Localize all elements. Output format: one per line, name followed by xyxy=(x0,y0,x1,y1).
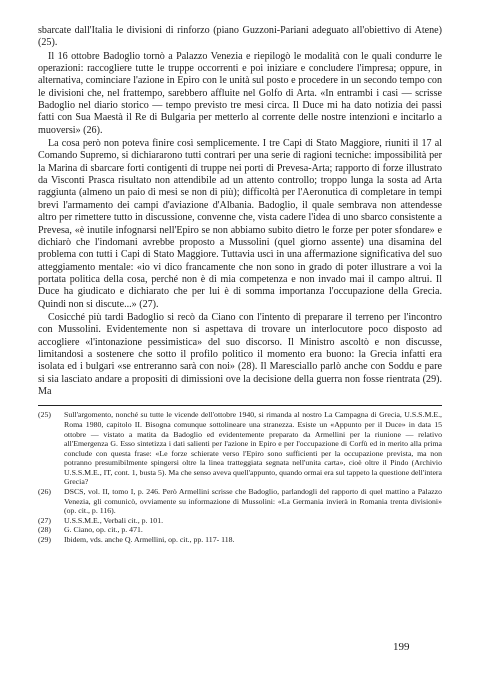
page-number: 199 xyxy=(393,641,410,653)
main-text xyxy=(38,25,442,398)
footnote-28 xyxy=(38,525,442,535)
footnote-text: Ibidem, vds. anche Q. Armellini, op. cit., pp. 117- 118. xyxy=(64,535,235,545)
footnote-text: DSCS, vol. II, tomo I, p. 246. Però Armellini scrisse che Badoglio, parlandogli del rapporto di quel mattino a Palazzo Venezia, gli comunicò, ovviamente su informazione di Mussolini: «La Germania invierà in Romania trenta divisioni» (op. cit., p. 116). xyxy=(64,487,442,516)
footnote-27 xyxy=(38,516,442,526)
footnote-text: U.S.S.M.E., Verbali cit., p. 101. xyxy=(64,515,164,525)
footnote-number: (27) xyxy=(38,515,51,525)
footnote-text: G. Ciano, op. cit., p. 471. xyxy=(64,525,143,535)
footnote-text: Sull'argomento, nonché su tutte le vicende dell'ottobre 1940, si rimanda al nostro La Campagna di Grecia, U.S.S.M.E., Roma 1980, capitolo II. Bisogna comunque sottolineare una stranezza. Esiste un «Appunto per il Duce» in data 15 ottobre — vistato a matita da Badoglio ed evidentemente preparato da Armellini per la riunione — relativo all'Emergenza G. Esso sintetizza i dati salienti per l'azione in Epiro e per l'occupazione di Corfù ed in merito alla prima conclude con questa frase: «Le forze schierate verso l'Epiro sono sufficienti per la occupazione prevista, ma non potranno presumibilmente spingersi oltre la linea tratteggiata segnata nell'unita carta», cioè oltre il Pindo (Archivio U.S.S.M.E., IT, cont. 1, busta 5). Ma che senso aveva quell'appunto, quando ormai era sul tappeto la questione dell'intera Grecia? xyxy=(64,410,442,487)
paragraph-2: Il 16 ottobre Badoglio tornò a Palazzo Venezia e riepilogò le modalità con le quali condurre le operazioni: raccogliere tutte le truppe occorrenti e poi iniziare e concludere l'impresa; oppure, in alternativa, cominciare l'azione in Epiro con le unità sul posto e procedere in un secondo tempo con le divisioni che, nel frattempo, sarebbero affluite nel Golfo di Arta. «In entrambi i casi — scrisse Badoglio nel diario storico — tempo previsto tre mesi circa. Il Duce mi ha dato notizia dei passi fatti con Sua Maestà il Re di Bulgaria per metterlo al corrente delle nostre intenzioni e incitarlo a muoversi» (26). xyxy=(38,50,442,136)
footnote-26 xyxy=(38,487,442,516)
footnote-number: (28) xyxy=(38,525,51,535)
footnote-number: (29) xyxy=(38,535,51,545)
page-body xyxy=(38,25,442,545)
footnote-divider xyxy=(38,405,442,406)
footnote-number: (25) xyxy=(38,410,51,420)
footnote-29 xyxy=(38,535,442,545)
paragraph-4: Cosicché più tardi Badoglio si recò da Ciano con l'intento di preparare il terreno per l'incontro con Mussolini. Evidentemente non si aspettava di trovare un interlocutore poco disposto ad accogliere «l'intonazione pessimistica» del suo discorso. Il Ministro ascoltò e non discusse, limitandosi a sostenere che sotto il profilo politico il momento era buono: la Grecia infatti era isolata ed i bulgari «se entreranno sarà con noi» (28). Il Maresciallo parlò anche con Soddu e pare si sia lasciato andare a propositi di dimissioni ove la decisione della guerra non fosse rientrata (29). Ma xyxy=(38,311,442,397)
paragraph-1: sbarcate dall'Italia le divisioni di rinforzo (piano Guzzoni-Pariani adeguato all'obiettivo di Atene) (25). xyxy=(38,25,442,49)
footnote-number: (26) xyxy=(38,487,51,497)
footnote-25 xyxy=(38,410,442,487)
footnotes xyxy=(38,410,442,544)
paragraph-3: La cosa però non poteva finire così semplicemente. I tre Capi di Stato Maggiore, riuniti il 17 al Comando Supremo, si dichiararono tutti contrari per una serie di ragioni tecniche: impossibilità per la Marina di sbarcare forti contigenti di truppe nei porti di Prevesa-Arta; rapporto di forze illustrato da Visconti Prasca risultato non attendibile ad un attento controllo; troppo lunga la sosta ad Arta raggiunta (almeno un paio di mesi se non di più); difficoltà per l'Aeronutica di completare in tempi brevi l'armamento dei campi d'aviazione d'Albania. Badoglio, il quale sembrava non attendesse altro per rimettere tutto in discussione, convenne che, vista cadere l'idea di uno sbarco consistente a Prevesa, «è inutile infognarsi nell'Epiro se non abbiamo subito dietro le forze per poter sfondare» e dichiarò che l'indomani avrebbe proposto a Mussolini (quel giorno assente) una disamina del problema con tutti i Capi di Stato Maggiore. Tuttavia uscì in una affermazione significativa del suo atteggiamento mentale: «io vi dico francamente che non sono in grado di poter illustrare a voi la portata politica della cosa, perché non è di mia competenza e non invado mai il campo altrui. Il Duce ha giudicato e dichiarato che per lui è di somma importanza l'occupazione della Grecia. Quindi non si discute...» (27). xyxy=(38,138,442,310)
